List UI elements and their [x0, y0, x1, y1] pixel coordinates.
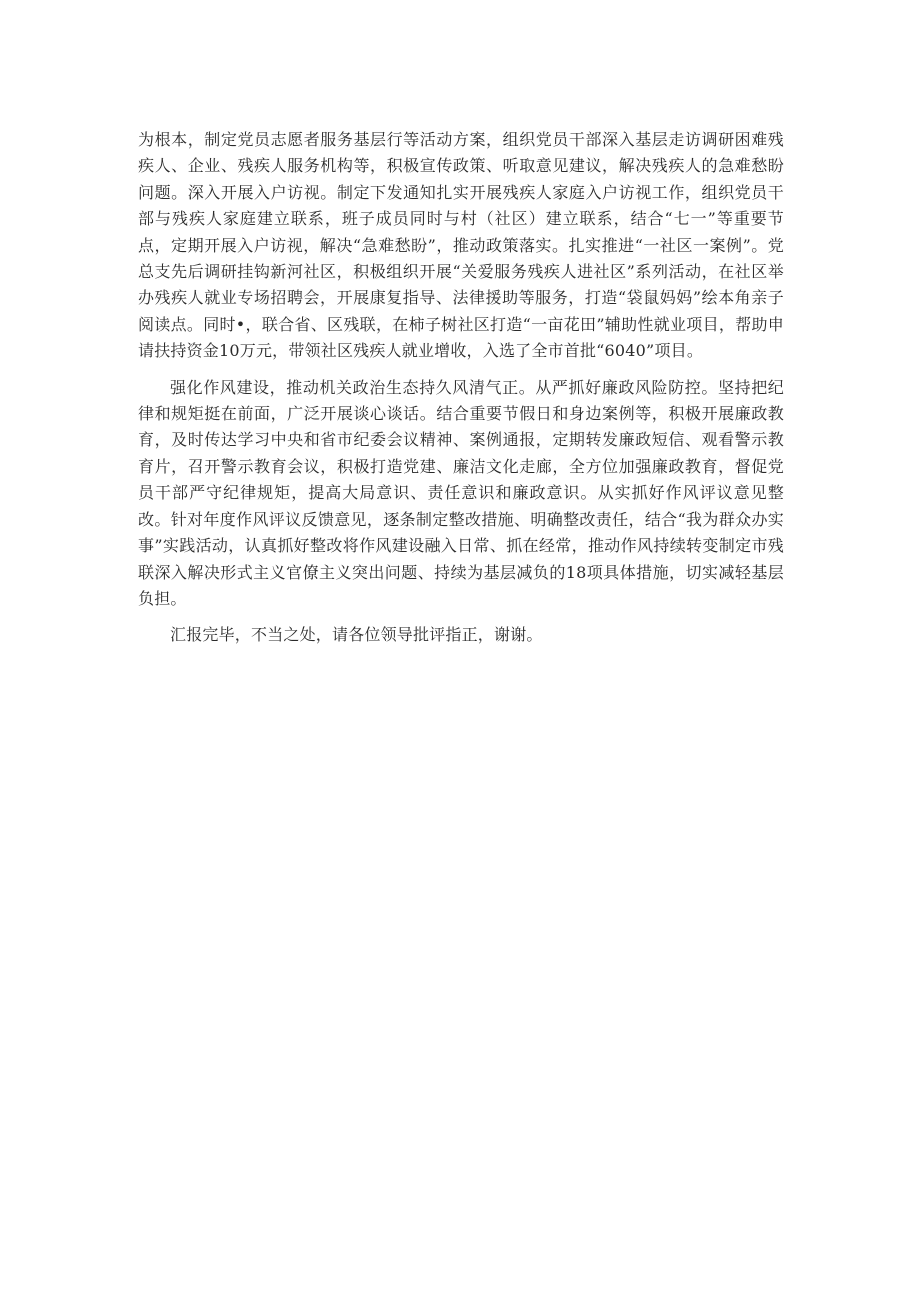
paragraph-work-style: 强化作风建设，推动机关政治生态持久风清气正。从严抓好廉政风险防控。坚持把纪律和规矩挺在前面，广泛开展谈心谈话。结合重要节假日和身边案例等，积极开展廉政教育，及时传达学习中央和省市纪委会议精神、案例通报，定期转发廉政短信、观看警示教育片，召开警示教育会议，积极打造党建、廉洁文化走廊，全方位加强廉政教育，督促党员干部严守纪律规矩，提高大局意识、责任意识和廉政意识。从实抓好作风评议意见整改。针对年度作风评议反馈意见，逐条制定整改措施、明确整改责任，结合“我为群众办实事”实践活动，认真抓好整改将作风建设融入日常、抓在经常，推动作风持续转变制定市残联深入解决形式主义官僚主义突出问题、持续为基层减负的18项具体措施，切实减轻基层负担。	[138, 377, 784, 608]
document-body	[138, 127, 784, 659]
paragraph-closing: 汇报完毕，不当之处，请各位领导批评指正，谢谢。	[170, 625, 543, 645]
paragraph-community-service: 为根本，制定党员志愿者服务基层行等活动方案，组织党员干部深入基层走访调研困难残疾人、企业、残疾人服务机构等，积极宣传政策、听取意见建议，解决残疾人的急难愁盼问题。深入开展入户访视。制定下发通知扎实开展残疾人家庭入户访视工作，组织党员干部与残疾人家庭建立联系，班子成员同时与村（社区）建立联系，结合“七一”等重要节点，定期开展入户访视，解决“急难愁盼”，推动政策落实。扎实推进“一社区一案例”。党总支先后调研挂钩新河社区，积极组织开展“关爱服务残疾人进社区”系列活动，在社区举办残疾人就业专场招聘会，开展康复指导、法律援助等服务，打造“袋鼠妈妈”绘本角亲子阅读点。同时•，联合省、区残联，在柿子树社区打造“一亩花田”辅助性就业项目，帮助申请扶持资金10万元，带领社区残疾人就业增收，入选了全市首批“6040”项目。	[138, 130, 784, 361]
